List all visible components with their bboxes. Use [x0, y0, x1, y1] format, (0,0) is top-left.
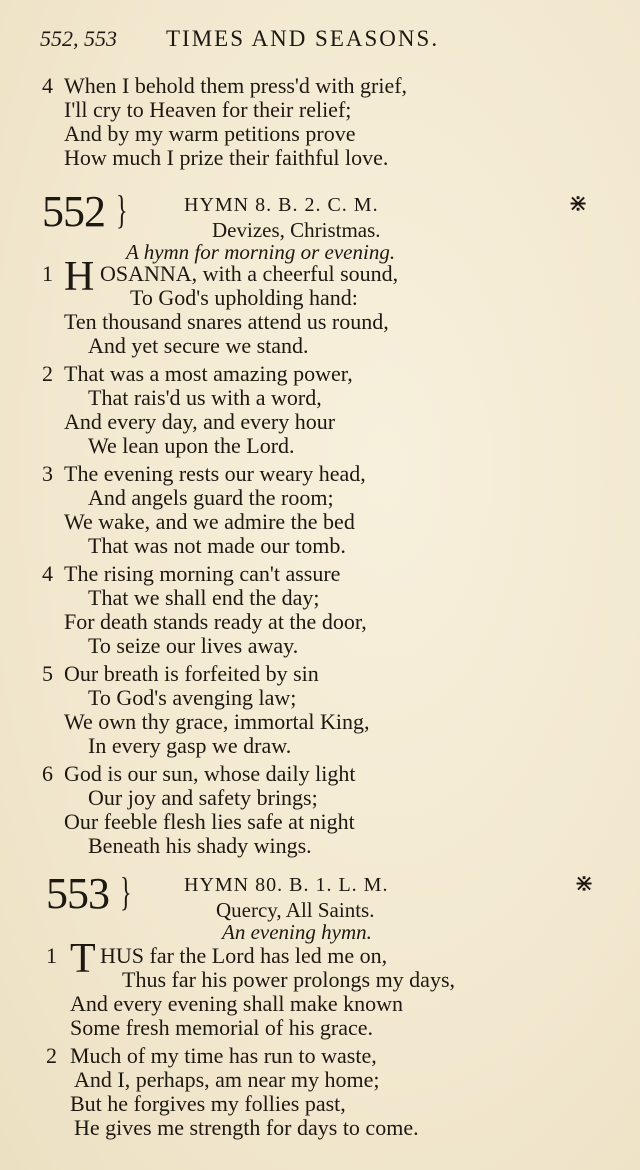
hymn-number: 552 — [42, 187, 105, 236]
verse-line: How much I prize their faithful love. — [64, 145, 389, 170]
verse-line: HUS far the Lord has led me on, — [100, 943, 388, 968]
verse-line: Our breath is forfeited by sin — [64, 661, 319, 686]
page-numbers: 552, 553 — [40, 26, 117, 51]
stanza-number: 6 — [42, 761, 53, 786]
verse-line: In every gasp we draw. — [88, 733, 292, 758]
verse-line: That was a most amazing power, — [64, 361, 353, 386]
verse-line: To God's avenging law; — [88, 685, 297, 710]
verse-line: Our joy and safety brings; — [88, 785, 318, 810]
hymn-occasion: An evening hymn. — [222, 920, 372, 944]
verse-line: That rais'd us with a word, — [88, 385, 322, 410]
verse-line: And I, perhaps, am near my home; — [74, 1067, 380, 1092]
verse-line: That was not made our tomb. — [88, 533, 346, 558]
verse-line: And every day, and every hour — [64, 409, 336, 434]
verse-line: Ten thousand snares attend us round, — [64, 309, 389, 334]
verse-line: For death stands ready at the door, — [64, 609, 367, 634]
verse-line: Some fresh memorial of his grace. — [70, 1015, 374, 1040]
brace-glyph: } — [116, 187, 128, 232]
running-header — [40, 26, 600, 56]
verse-line: The evening rests our weary head, — [64, 461, 366, 486]
section-title: TIMES AND SEASONS. — [166, 26, 440, 51]
stanza-number: 4 — [42, 73, 53, 98]
hymn-heading: HYMN 80. B. 1. L. M. — [184, 874, 389, 896]
verse-line: When I behold them press'd with grief, — [64, 73, 408, 98]
verse-line: That we shall end the day; — [88, 585, 320, 610]
stanza-number: 5 — [42, 661, 53, 686]
verse-line: God is our sun, whose daily light — [64, 761, 356, 786]
stanza-number: 3 — [42, 461, 53, 486]
verse-line: OSANNA, with a cheerful sound, — [100, 261, 399, 286]
verse-line: Much of my time has run to waste, — [70, 1043, 377, 1068]
verse-line: And by my warm petitions prove — [64, 121, 356, 146]
drop-cap: T — [70, 936, 96, 982]
verse-line: The rising morning can't assure — [64, 561, 341, 586]
tune-names: Quercy, All Saints. — [216, 898, 375, 922]
stanza-number: 2 — [46, 1043, 57, 1068]
verse-line: We lean upon the Lord. — [88, 433, 295, 458]
verse-line: And angels guard the room; — [88, 485, 334, 510]
stanza-number: 1 — [42, 261, 53, 286]
asterism-icon: ⋇ — [568, 191, 589, 217]
verse-line: Beneath his shady wings. — [88, 833, 312, 858]
tune-names: Devizes, Christmas. — [212, 218, 381, 242]
drop-cap: H — [64, 254, 95, 300]
hymn-number: 553 — [46, 869, 109, 918]
stanza-number: 1 — [46, 943, 57, 968]
stanza-number: 4 — [42, 561, 53, 586]
hymn-occasion: A hymn for morning or evening. — [126, 240, 396, 264]
verse-line: We own thy grace, immortal King, — [64, 709, 370, 734]
verse-line: Our feeble flesh lies safe at night — [64, 809, 355, 834]
stanza-number: 2 — [42, 361, 53, 386]
brace-glyph: } — [120, 869, 132, 914]
verse-line: He gives me strength for days to come. — [74, 1115, 419, 1140]
asterism-icon: ⋇ — [574, 871, 595, 897]
verse-line: We wake, and we admire the bed — [64, 509, 355, 534]
verse-line: And every evening shall make known — [70, 991, 403, 1016]
verse-line: And yet secure we stand. — [88, 333, 309, 358]
verse-line: But he forgives my follies past, — [70, 1091, 346, 1116]
verse-line: To God's upholding hand: — [130, 285, 358, 310]
verse-line: I'll cry to Heaven for their relief; — [64, 97, 352, 122]
hymn-heading: HYMN 8. B. 2. C. M. — [184, 194, 379, 216]
verse-line: To seize our lives away. — [88, 633, 299, 658]
verse-line: Thus far his power prolongs my days, — [122, 967, 456, 992]
